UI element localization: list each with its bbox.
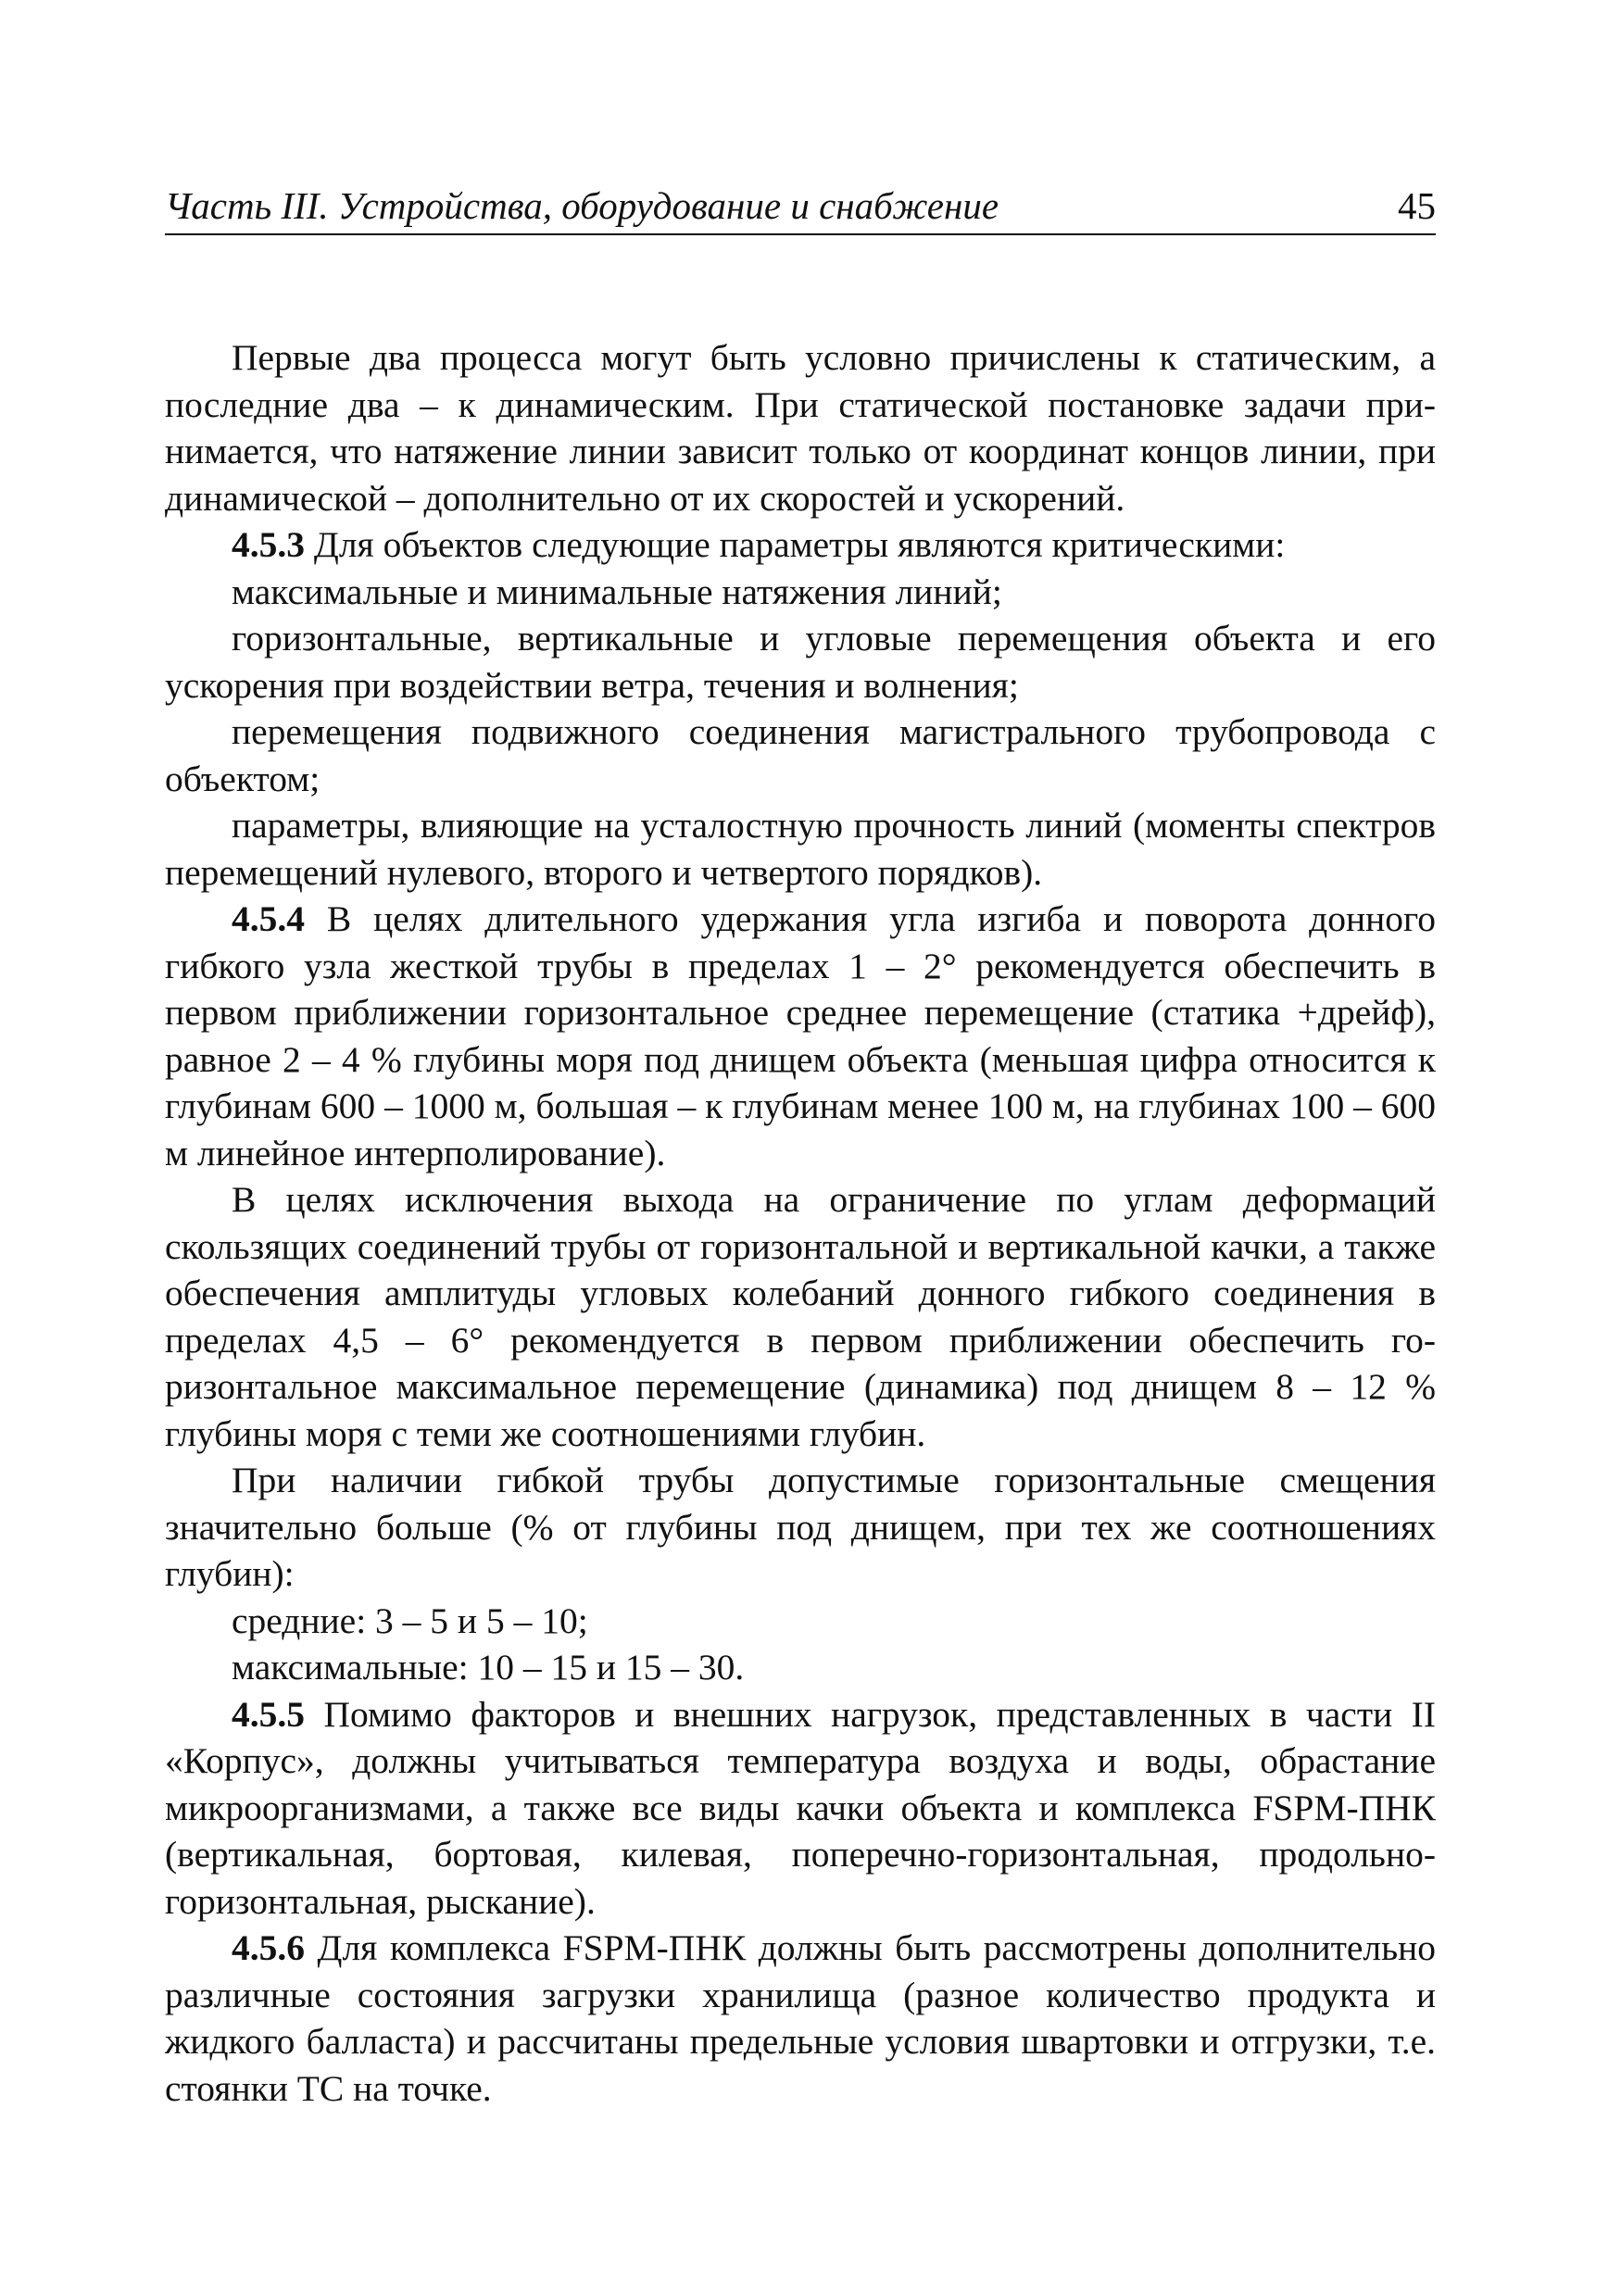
paragraph-text: Для комплекса FSPM-ПНК должны быть рассмотрены дополнительно различные состояния загрузки хранилища (разное количество продукта и жидкого балласта) и рассчитаны предельные условия швартовки и отгрузки, т.е. стоянки ТС на точке.: [165, 1927, 1436, 2109]
list-item-displacements: [165, 615, 1436, 709]
paragraph-text: В целях длительного удержания угла изгиба и поворота донного гибкого узла жесткой трубы в пределах 1 – 2° рекомендуется обеспечить в первом приближении горизонтальное среднее перемещение (статика +дрейф), равное 2 – 4 % глубины моря под днищем объекта (меньшая цифра относится к глубинам 600 – 1000 м, большая – к глубинам менее 100 м, на глубинах 100 – 600 м линейное интерполирование).: [165, 898, 1436, 1173]
list-item-maximum: [165, 1644, 1436, 1691]
paragraph-4-5-4: [165, 896, 1436, 1176]
paragraph-text: Первые два процесса могут быть условно причислены к статическим, а последние два – к динамическим. При статической постановке задачи принимается, что натяжение линии зависит только от координат концов линии, при динамической – дополнительно от их скоростей и ускорений.: [165, 337, 1436, 519]
list-item-tensions: [165, 569, 1436, 616]
page-number: 45: [1398, 184, 1436, 227]
list-item-pipeline-connection: [165, 709, 1436, 802]
section-number: 4.5.5: [232, 1693, 305, 1735]
section-number: 4.5.6: [232, 1927, 305, 1968]
paragraph-text: Для объектов следующие параметры являются критическими:: [305, 524, 1286, 565]
paragraph-intro: [165, 334, 1436, 521]
paragraph-sliding-joints: [165, 1176, 1436, 1457]
paragraph-4-5-5: [165, 1691, 1436, 1926]
paragraph-text: горизонтальные, вертикальные и угловые перемещения объекта и его ускорения при воздействии ветра, течения и волнения;: [165, 618, 1436, 706]
paragraph-text: В целях исключения выхода на ограничение по углам деформаций скользящих соединений трубы от горизонтальной и вертикальной качки, а также обеспечения амплитуды угловых колебаний донного гибкого соединения в пределах 4,5 – 6° рекомендуется в первом приближении обеспечить горизонтальное максимальное перемещение (динамика) под днищем 8 – 12 % глубины моря с теми же соотношениями глубин.: [165, 1179, 1436, 1454]
paragraph-text: максимальные и минимальные натяжения линий;: [232, 571, 1002, 612]
section-number: 4.5.4: [232, 898, 305, 939]
paragraph-text: При наличии гибкой трубы допустимые горизонтальные смещения значительно больше (% от глубины под днищем, при тех же соотношениях глубин):: [165, 1460, 1436, 1594]
paragraph-4-5-3: [165, 521, 1436, 569]
paragraph-text: максимальные: 10 – 15 и 15 – 30.: [232, 1647, 745, 1687]
body-text: [165, 334, 1436, 2112]
paragraph-text: средние: 3 – 5 и 5 – 10;: [232, 1600, 588, 1641]
paragraph-4-5-6: [165, 1925, 1436, 2112]
list-item-fatigue-parameters: [165, 802, 1436, 896]
list-item-average: [165, 1598, 1436, 1645]
paragraph-text: перемещения подвижного соединения магистрального трубопровода с объектом;: [165, 711, 1436, 799]
paragraph-text: параметры, влияющие на усталостную прочность линий (моменты спектров перемещений нулевого, второго и четвертого порядков).: [165, 805, 1436, 893]
running-header: [165, 182, 1436, 235]
header-title: Часть III. Устройства, оборудование и снабжение: [165, 184, 999, 227]
section-number: 4.5.3: [232, 524, 305, 565]
paragraph-text: Помимо факторов и внешних нагрузок, представленных в части II «Корпус», должны учитываться температура воздуха и воды, обрастание микроорганизмами, а также все виды качки объекта и комплекса FSPM-ПНК (вертикальная, бортовая, килевая, поперечно-горизонтальная, продольно-горизонтальная, рыскание).: [165, 1693, 1436, 1922]
paragraph-flexible-pipe: [165, 1457, 1436, 1598]
